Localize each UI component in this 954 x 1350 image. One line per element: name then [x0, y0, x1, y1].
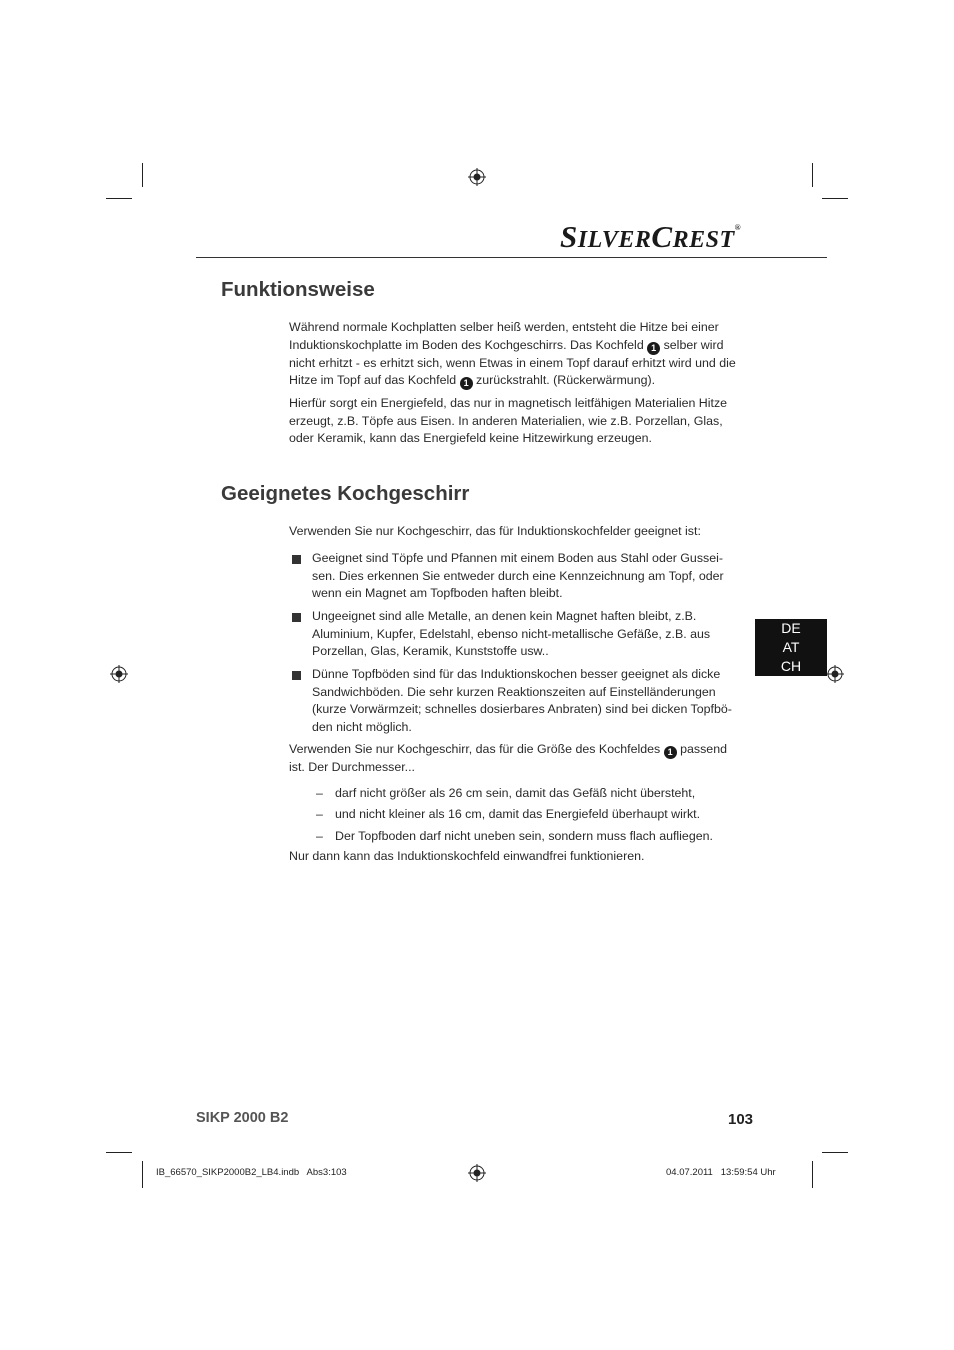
- registered-mark: ®: [734, 223, 742, 232]
- crop-mark: [106, 1152, 132, 1153]
- text-line: sen. Dies erkennen Sie entweder durch eine Kennzeichnung am Topf, oder: [312, 568, 724, 583]
- crop-mark: [106, 198, 132, 199]
- dash-marker: –: [316, 829, 323, 843]
- dash-marker: –: [316, 786, 323, 800]
- text-line: Verwenden Sie nur Kochgeschirr, das für die Größe des Kochfeldes 1 passend: [289, 742, 727, 757]
- crop-mark: [812, 1161, 813, 1188]
- text-line: den nicht möglich.: [312, 719, 412, 734]
- text-line: Geeignet sind Töpfe und Pfannen mit einem Boden aus Stahl oder Gussei-: [312, 551, 723, 565]
- language-code: CH: [780, 658, 802, 674]
- bullet-square: [292, 613, 301, 622]
- ref-number-badge: 1: [647, 342, 660, 355]
- text-line: ist. Der Durchmesser...: [289, 760, 415, 774]
- language-code: DE: [781, 620, 801, 636]
- section-title-funktionsweise: Funktionsweise: [221, 278, 375, 301]
- text-line: nicht erhitzt - es erhitzt sich, wenn Etwas in einem Topf darauf erhitzt wird und die: [289, 355, 736, 370]
- print-slug-file: IB_66570_SIKP2000B2_LB4.indb Abs3:103: [156, 1167, 347, 1178]
- footer-model: SIKP 2000 B2: [196, 1110, 289, 1126]
- text-line: Porzellan, Glas, Keramik, Kunststoffe usw..: [312, 644, 549, 658]
- list-item: und nicht kleiner als 16 cm, damit das Energiefeld überhaupt wirkt.: [335, 807, 701, 821]
- text-line: wenn ein Magnet am Topfboden haften bleibt.: [312, 586, 563, 600]
- dash-marker: –: [316, 807, 323, 821]
- crop-mark: [822, 198, 848, 199]
- crop-mark: [822, 1152, 848, 1153]
- registration-mark-icon: [468, 168, 486, 186]
- page-number: 103: [728, 1111, 754, 1128]
- text-line: Aluminium, Kupfer, Edelstahl, ebenso nicht-metallische Gefäße, z.B. aus: [312, 626, 711, 641]
- text-line: Induktionskochplatte im Boden des Kochgeschirrs. Das Kochfeld 1 selber wird: [289, 337, 724, 353]
- brand-logo: [560, 219, 750, 253]
- language-tab: [755, 619, 827, 676]
- text-line: Hierfür sorgt ein Energiefeld, das nur in magnetisch leitfähigen Materialien Hitze: [289, 396, 728, 410]
- paragraph: [289, 395, 749, 448]
- list-item: darf nicht größer als 26 cm sein, damit das Gefäß nicht übersteht,: [335, 786, 696, 800]
- text-line: Ungeeignet sind alle Metalle, an denen kein Magnet haften bleibt, z.B.: [312, 609, 697, 623]
- registration-mark-icon: [826, 665, 844, 683]
- text-line: oder Keramik, kann das Energiefeld keine Hitzewirkung erzeugen.: [289, 431, 652, 445]
- ref-number-badge: 1: [460, 377, 473, 390]
- paragraph: Verwenden Sie nur Kochgeschirr, das für Induktionskochfelder geeignet ist:: [289, 524, 701, 538]
- bullet-square: [292, 555, 301, 564]
- language-code: AT: [782, 639, 800, 655]
- crop-mark: [812, 163, 813, 187]
- header-rule: [196, 257, 827, 258]
- paragraph: Nur dann kann das Induktionskochfeld einwandfrei funktionieren.: [289, 849, 645, 863]
- text-line: erzeugt, z.B. Töpfe aus Eisen. In anderen Materialien, wie z.B. Porzellan, Glas,: [289, 413, 723, 428]
- text-line: (kurze Vorwärmzeit; schnelles dosierbares Anbraten) sind bei dicken Topfbö-: [312, 702, 732, 716]
- logo-letter: S: [560, 219, 578, 254]
- text-line: Dünne Topfböden sind für das Induktionskochen besser geeignet als dicke: [312, 667, 721, 681]
- bullet-square: [292, 671, 301, 680]
- logo-letters: ILVER: [577, 227, 652, 253]
- section-title-geeignetes-kochgeschirr: Geeignetes Kochgeschirr: [221, 482, 470, 505]
- ref-number-badge: 1: [664, 746, 677, 759]
- print-slug-timestamp: 04.07.2011 13:59:54 Uhr: [666, 1167, 776, 1178]
- list-item: [312, 666, 752, 736]
- list-item: [312, 608, 752, 661]
- list-item: Der Topfboden darf nicht uneben sein, sondern muss flach aufliegen.: [335, 829, 713, 843]
- text-line: Während normale Kochplatten selber heiß werden, entsteht die Hitze bei einer: [289, 320, 719, 334]
- registration-mark-icon: [110, 665, 128, 683]
- crop-mark: [142, 163, 143, 187]
- paragraph: [289, 319, 749, 390]
- text-line: Hitze im Topf auf das Kochfeld 1 zurückstrahlt. (Rückerwärmung).: [289, 373, 656, 388]
- paragraph: [289, 741, 749, 777]
- text-line: Sandwichböden. Die sehr kurzen Reaktionszeiten auf Einstelländerungen: [312, 684, 716, 699]
- logo-letters: REST: [672, 227, 735, 253]
- logo-letter: C: [651, 219, 673, 254]
- registration-mark-icon: [468, 1164, 486, 1182]
- list-item: [312, 550, 752, 603]
- crop-mark: [142, 1161, 143, 1188]
